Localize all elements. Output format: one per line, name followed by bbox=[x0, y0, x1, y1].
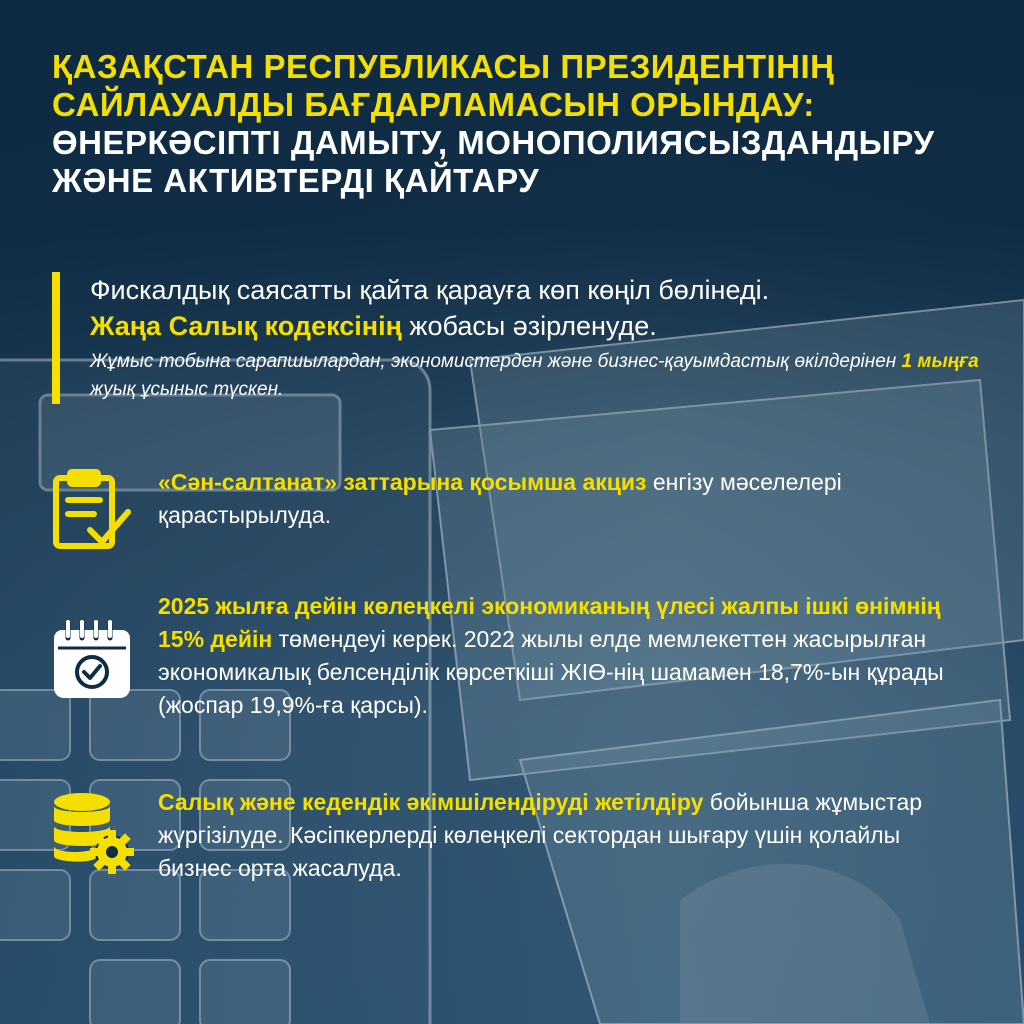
title-line-4: ЖӘНЕ АКТИВТЕРДІ ҚАЙТАРУ bbox=[52, 162, 540, 199]
shadow-economy-rest: төмендеуі керек. 2022 жылы елде мемлекеттен жасырылған экономикалық белсенділік көрсеткіші ЖІӨ-нің шамамен 18,7%-ын құрады (жоспар 19,9%-ға қарсы). bbox=[158, 626, 944, 718]
intro-note bbox=[90, 348, 990, 404]
list-item bbox=[50, 786, 980, 916]
title-line-3: ӨНЕРКӘСІПТІ ДАМЫТУ, МОНОПОЛИЯСЫЗДАНДЫРУ bbox=[52, 124, 935, 161]
luxury-excise-rest: енгізу мәселелері қарастырылуда. bbox=[158, 469, 842, 528]
title-line-1: ҚАЗАҚСТАН РЕСПУБЛИКАСЫ ПРЕЗИДЕНТІНІҢ bbox=[52, 48, 835, 85]
database-gear-icon bbox=[50, 790, 134, 874]
intro-line-2-rest: жобасы әзірленуде. bbox=[401, 311, 657, 341]
intro-line-2 bbox=[90, 308, 990, 344]
calendar-check-icon bbox=[50, 618, 134, 702]
shadow-economy-text bbox=[158, 590, 978, 722]
tax-code-highlight: Жаңа Салық кодексінің bbox=[90, 311, 402, 341]
intro-line-1: Фискалдық саясатты қайта қарауға көп көңіл бөлінеді. bbox=[90, 275, 770, 305]
luxury-excise-highlight: «Сән-салтанат» заттарына қосымша акциз bbox=[158, 469, 647, 495]
tax-customs-text bbox=[158, 786, 978, 885]
intro-block bbox=[52, 272, 990, 404]
proposals-count-highlight: 1 мыңға bbox=[901, 351, 979, 372]
intro-note-part-2: жуық ұсыныс түскен. bbox=[90, 379, 284, 400]
clipboard-check-icon bbox=[50, 468, 134, 552]
list-item bbox=[50, 590, 980, 750]
intro-note-part-1: Жұмыс тобына сарапшылардан, экономистерден және бизнес-қауымдастық өкілдерінен bbox=[90, 351, 902, 372]
luxury-excise-text bbox=[158, 466, 978, 532]
page-title bbox=[52, 48, 982, 200]
shadow-economy-highlight: 2025 жылға дейін көлеңкелі экономиканың үлесі жалпы ішкі өнімнің 15% дейін bbox=[158, 593, 941, 652]
title-line-2: САЙЛАУАЛДЫ БАҒДАРЛАМАСЫН ОРЫНДАУ: bbox=[52, 86, 815, 123]
tax-customs-rest: бойынша жұмыстар жүргізілуде. Кәсіпкерлерді көлеңкелі сектордан шығару үшін қолайлы бизнес орта жасалуда. bbox=[158, 789, 923, 881]
tax-customs-highlight: Салық және кедендік әкімшілендіруді жетілдіру bbox=[158, 789, 704, 815]
list-item bbox=[50, 466, 980, 556]
